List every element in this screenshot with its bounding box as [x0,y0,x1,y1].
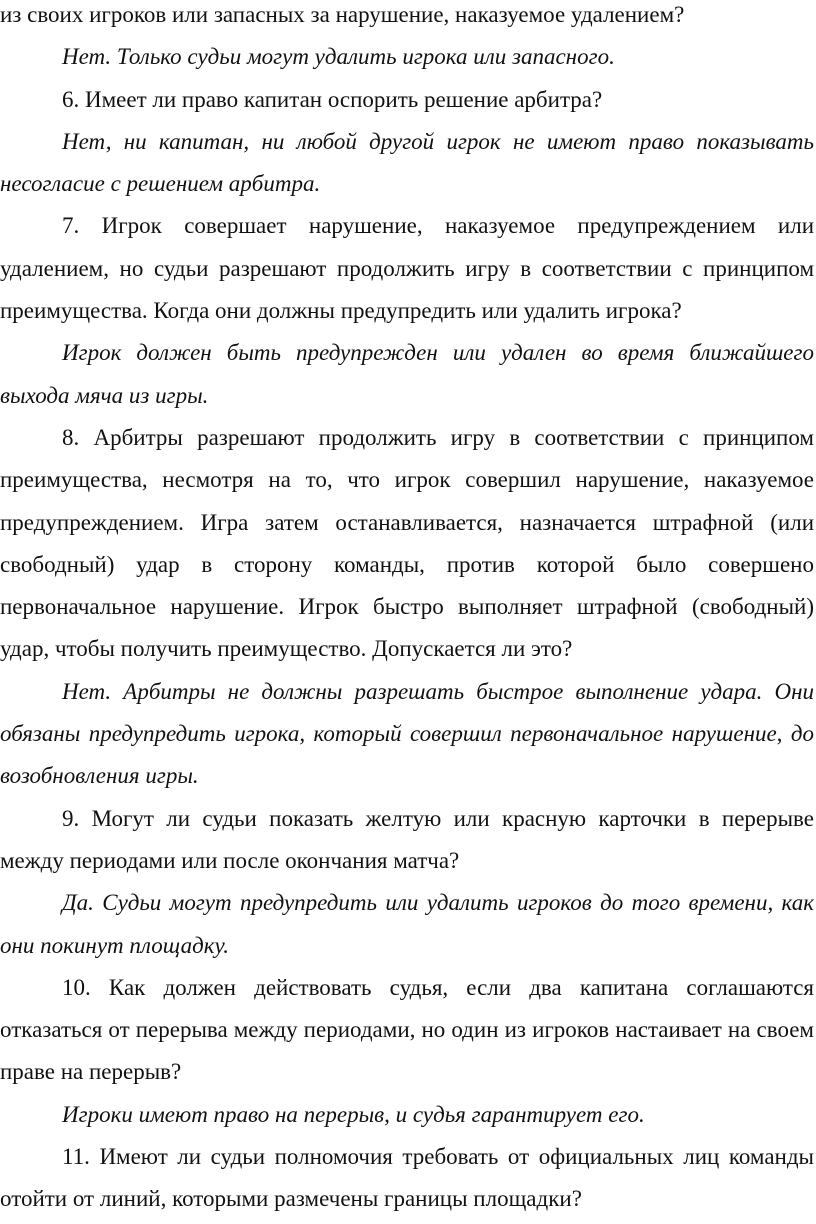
answer-8: Нет. Арбитры не должны разрешать быстрое выполнение удара. Они обязаны предупредить игрока, который совершил первоначальное нарушение, до возобновления игры. [0,678,814,789]
question-10: 10. Как должен действовать судья, если два капитана соглашаются отказаться от перерыва между периодами, но один из игроков настаивает на своем праве на перерыв? [0,974,814,1085]
answer-6: Нет, ни капитан, ни любой другой игрок не имеют право показывать несогласие с решением арбитра. [0,128,814,197]
answer-10: Игроки имеют право на перерыв, и судья гарантирует его. [62,1101,645,1127]
question-5-continuation: из своих игроков или запасных за нарушение, наказуемое удалением? [0,2,685,27]
question-9: 9. Могут ли судьи показать желтую или красную карточки в перерыве между периодами или после окончания матча? [0,805,814,873]
answer-5: Нет. Только судьи могут удалить игрока или запасного. [62,44,615,70]
question-6: 6. Имеет ли право капитан оспорить решение арбитра? [62,86,603,112]
question-11: 11. Имеют ли судьи полномочия требовать от официальных лиц команды отойти от линий, которыми размечены границы площадки? [0,1144,814,1212]
question-7: 7. Игрок совершает нарушение, наказуемое предупреждением или удалением, но судьи разрешают продолжить игру в соответствии с принципом преимущества. Когда они должны предупредить или удалить игрока? [0,213,814,324]
answer-7: Игрок должен быть предупрежден или удален во время ближайшего выхода мяча из игры. [0,340,814,408]
answer-9: Да. Судьи могут предупредить или удалить игроков до того времени, как они покинут площадку. [0,890,814,958]
question-8: 8. Арбитры разрешают продолжить игру в соответствии с принципом преимущества, несмотря на то, что игрок совершил нарушение, наказуемое предупреждением. Игра затем останавливается, назначается штрафной (или свободный) удар в сторону команды, против которой было совершено первоначальное нарушение. Игрок быстро выполняет штрафной (свободный) удар, чтобы получить преимущество. Допускается ли это? [0,424,814,662]
